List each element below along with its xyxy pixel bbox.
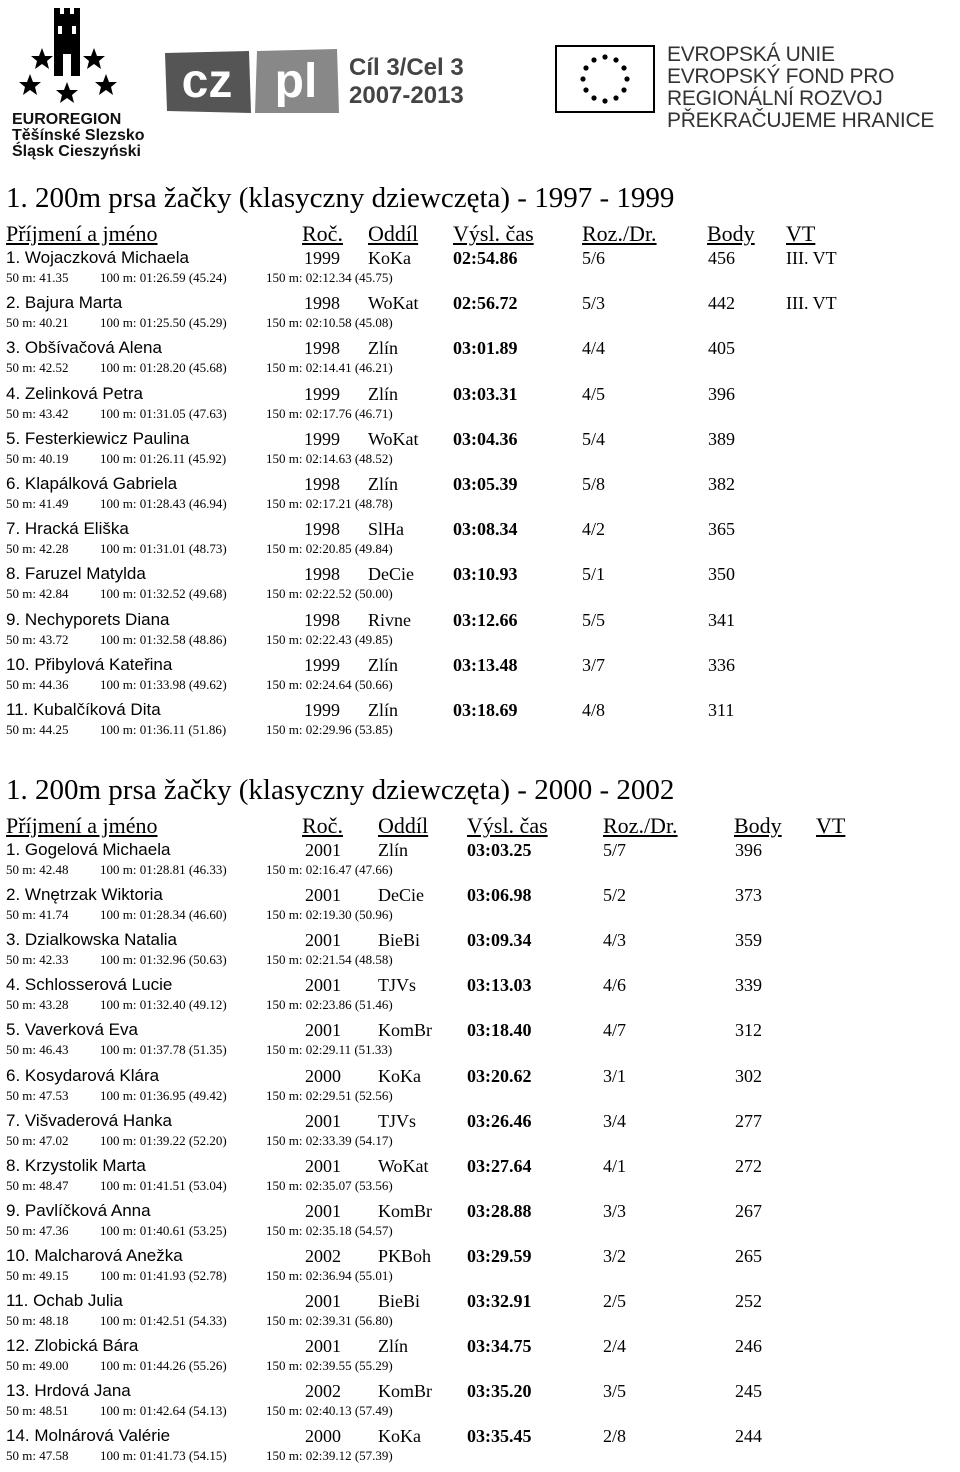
heat-lane: 5/5 [582,609,606,630]
result-row [0,700,960,746]
split-50m: 50 m: 42.28 [6,541,69,557]
club: WoKat [378,1155,429,1176]
result-row [0,429,960,475]
result-time: 03:26.46 [467,1110,532,1131]
euroregion-line-1: EUROREGION [12,111,122,128]
birth-year: 2001 [305,1155,341,1176]
club: KoKa [368,248,411,268]
result-row [0,1246,960,1292]
split-150m: 150 m: 02:40.13 (57.49) [266,1403,393,1419]
column-header-club: Oddíl [378,813,429,838]
section-title: 1. 200m prsa žačky (klasyczny dziewczęta) - 2000 - 2002 [6,774,675,806]
result-time: 03:01.89 [453,338,518,359]
swimmer-name: 9. Pavlíčková Anna [6,1200,151,1220]
birth-year: 2001 [305,1110,341,1131]
split-100m: 100 m: 01:32.40 (49.12) [100,997,227,1013]
swimmer-name: 5. Vaverková Eva [6,1020,138,1040]
heat-lane: 4/3 [603,930,627,951]
points: 389 [708,428,735,449]
swimmer-name: 3. Obšívačová Alena [6,338,162,358]
heat-lane: 2/4 [603,1336,627,1357]
eu-flag-icon [555,45,655,113]
result-time: 03:13.48 [453,654,518,675]
split-100m: 100 m: 01:41.73 (54.15) [100,1448,227,1464]
split-50m: 50 m: 48.18 [6,1313,69,1328]
swimmer-name: 1. Gogelová Michaela [6,840,171,859]
swimmer-name: 2. Wnętrzak Wiktoria [6,885,163,905]
split-100m: 100 m: 01:32.52 (49.68) [100,586,227,602]
split-150m: 150 m: 02:17.21 (48.78) [266,496,393,511]
heat-lane: 4/8 [582,700,606,720]
points: 442 [708,293,735,314]
result-row [0,293,960,339]
result-row [0,840,960,886]
split-100m: 100 m: 01:28.43 (46.94) [100,496,227,511]
heat-lane: 4/1 [603,1155,627,1176]
result-row [0,1020,960,1066]
club: KomBr [378,1200,432,1221]
column-header-name: Příjmení a jméno [6,221,158,246]
split-150m: 150 m: 02:39.55 (55.29) [266,1358,393,1374]
swimmer-name: 4. Schlosserová Lucie [6,975,173,995]
points: 302 [735,1065,762,1086]
result-time: 02:54.86 [453,248,518,268]
heat-lane: 5/7 [603,840,627,860]
heat-lane: 3/5 [603,1381,627,1402]
split-50m: 50 m: 41.49 [6,496,69,511]
column-header-year: Roč. [302,813,343,838]
split-50m: 50 m: 41.35 [6,270,69,285]
swimmer-name: 6. Kosydarová Klára [6,1065,160,1085]
birth-year: 2000 [305,1426,341,1447]
heat-lane: 4/6 [603,975,627,996]
split-150m: 150 m: 02:29.11 (51.33) [266,1042,393,1058]
result-row [0,564,960,610]
club: KoKa [378,1065,421,1086]
swimmer-name: 4. Zelinková Petra [6,383,144,403]
points: 267 [735,1200,762,1221]
euroregion-text [12,112,145,160]
heat-lane: 3/3 [603,1200,627,1221]
club: KomBr [378,1020,432,1041]
split-150m: 150 m: 02:29.51 (52.56) [266,1087,393,1103]
club: WoKat [368,293,419,314]
swimmer-name: 6. Klapálková Gabriela [6,474,178,493]
result-time: 03:04.36 [453,428,518,449]
result-time: 03:03.31 [453,383,518,404]
birth-year: 1998 [304,293,340,314]
points: 312 [735,1020,762,1041]
split-150m: 150 m: 02:14.41 (46.21) [266,360,393,376]
split-150m: 150 m: 02:33.39 (54.17) [266,1132,393,1148]
heat-lane: 4/7 [603,1020,627,1041]
pl-logo-text: pl [274,55,318,108]
birth-year: 2002 [305,1381,341,1402]
heat-lane: 5/8 [582,474,606,494]
eu-text [667,44,960,132]
result-time: 03:20.62 [467,1065,532,1086]
birth-year: 1999 [304,654,340,675]
split-100m: 100 m: 01:25.50 (45.29) [100,315,227,331]
split-50m: 50 m: 42.84 [6,586,69,602]
result-row [0,930,960,976]
split-50m: 50 m: 41.74 [6,907,69,923]
eu-line-2: EVROPSKÝ FOND PRO REGIONÁLNÍ ROZVOJ [667,65,895,110]
split-150m: 150 m: 02:17.76 (46.71) [266,405,393,421]
birth-year: 2001 [305,840,341,860]
birth-year: 2001 [305,1291,341,1311]
birth-year: 2002 [305,1245,341,1266]
birth-year: 1999 [304,383,340,404]
swimmer-name: 11. Ochab Julia [6,1291,123,1310]
birth-year: 2001 [305,1336,341,1357]
club: Zlín [368,700,398,720]
heat-lane: 3/1 [603,1065,627,1086]
result-row [0,1426,960,1472]
cz-logo-text: cz [181,55,233,108]
club: Zlín [368,654,398,675]
club: Zlín [368,383,398,404]
swimmer-name: 1. Wojaczková Michaela [6,248,189,267]
heat-lane: 5/1 [582,564,606,585]
result-row [0,1201,960,1247]
birth-year: 1999 [304,700,340,720]
birth-year: 2001 [305,885,341,906]
result-time: 03:34.75 [467,1336,532,1357]
result-row [0,1291,960,1337]
result-row [0,975,960,1021]
split-150m: 150 m: 02:23.86 (51.46) [266,997,393,1013]
club: Zlín [378,840,408,860]
result-time: 03:18.40 [467,1020,532,1041]
split-50m: 50 m: 48.51 [6,1403,69,1419]
split-150m: 150 m: 02:29.96 (53.85) [266,722,393,737]
points: 311 [708,700,735,720]
split-150m: 150 m: 02:19.30 (50.96) [266,907,393,923]
result-time: 03:12.66 [453,609,518,630]
swimmer-name: 8. Faruzel Matylda [6,564,146,584]
cil-cel-text: Cíl 3/Cel 3 [349,54,464,81]
swimmer-name: 10. Malcharová Anežka [6,1245,183,1265]
club: BieBi [378,930,421,951]
result-row [0,1066,960,1112]
split-100m: 100 m: 01:31.05 (47.63) [100,405,227,421]
result-time: 03:09.34 [467,930,532,951]
points: 244 [735,1426,762,1447]
swimmer-name: 13. Hrdová Jana [6,1381,131,1401]
split-50m: 50 m: 49.00 [6,1358,69,1374]
split-150m: 150 m: 02:24.64 (50.66) [266,676,393,692]
points: 272 [735,1155,762,1176]
result-row [0,1111,960,1157]
result-time: 03:35.45 [467,1426,532,1447]
split-150m: 150 m: 02:35.18 (54.57) [266,1222,393,1238]
result-time: 03:06.98 [467,885,532,906]
split-100m: 100 m: 01:41.51 (53.04) [100,1177,227,1193]
split-100m: 100 m: 01:36.11 (51.86) [100,722,227,737]
split-50m: 50 m: 42.48 [6,862,69,877]
result-row [0,474,960,520]
club: KoKa [378,1426,421,1447]
result-time: 03:28.88 [467,1200,532,1221]
points: 350 [708,564,735,585]
swimmer-name: 7. Višvaderová Hanka [6,1110,173,1130]
split-50m: 50 m: 47.53 [6,1087,69,1103]
points: 336 [708,654,735,675]
split-100m: 100 m: 01:32.58 (48.86) [100,631,227,647]
result-row [0,655,960,701]
cz-pl-programme-logo [165,45,490,115]
split-150m: 150 m: 02:10.58 (45.08) [266,315,393,331]
split-50m: 50 m: 42.52 [6,360,69,376]
result-row [0,1156,960,1202]
split-100m: 100 m: 01:36.95 (49.42) [100,1087,227,1103]
split-100m: 100 m: 01:41.93 (52.78) [100,1267,227,1283]
result-row [0,610,960,656]
result-row [0,1381,960,1427]
split-50m: 50 m: 40.21 [6,315,69,331]
club: TJVs [378,1110,417,1131]
result-time: 02:56.72 [453,293,518,314]
result-row [0,1336,960,1382]
split-150m: 150 m: 02:20.85 (49.84) [266,541,393,557]
points: 265 [735,1245,762,1266]
split-50m: 50 m: 43.42 [6,405,69,421]
column-header-heat: Roz./Dr. [582,221,657,246]
swimmer-name: 3. Dzialkowska Natalia [6,930,178,950]
split-100m: 100 m: 01:28.20 (45.68) [100,360,227,376]
split-100m: 100 m: 01:39.22 (52.20) [100,1132,227,1148]
heat-lane: 2/5 [603,1291,627,1311]
split-150m: 150 m: 02:21.54 (48.58) [266,952,393,968]
euroregion-line-3: Śląsk Cieszyński [12,143,141,160]
club: DeCie [378,885,424,906]
eu-line-3: PŘEKRAČUJEME HRANICE [667,109,935,132]
split-50m: 50 m: 40.19 [6,450,69,466]
club: Rivne [368,609,411,630]
split-100m: 100 m: 01:32.96 (50.63) [100,952,227,968]
birth-year: 2000 [305,1065,341,1086]
birth-year: 1999 [304,248,340,268]
split-100m: 100 m: 01:26.11 (45.92) [100,450,227,466]
split-50m: 50 m: 43.72 [6,631,69,647]
column-header-club: Oddíl [368,221,419,246]
swimmer-name: 11. Kubalčíková Dita [6,700,161,719]
points: 252 [735,1291,762,1311]
result-time: 03:08.34 [453,519,518,540]
birth-year: 1999 [304,428,340,449]
column-header-vt: VT [816,813,846,838]
split-150m: 150 m: 02:22.52 (50.00) [266,586,393,602]
result-time: 03:13.03 [467,975,532,996]
performance-class: III. VT [786,248,837,268]
club: BieBi [378,1291,421,1311]
result-time: 03:29.59 [467,1245,532,1266]
result-row [0,885,960,931]
split-100m: 100 m: 01:31.01 (48.73) [100,541,227,557]
split-100m: 100 m: 01:40.61 (53.25) [100,1222,227,1238]
club: Zlín [368,474,398,494]
result-time: 03:05.39 [453,474,518,494]
split-150m: 150 m: 02:16.47 (47.66) [266,862,393,877]
points: 456 [708,248,735,268]
heat-lane: 5/4 [582,428,606,449]
result-time: 03:32.91 [467,1291,532,1311]
swimmer-name: 2. Bajura Marta [6,293,123,313]
column-header-vt: VT [786,221,816,246]
result-row [0,248,960,294]
result-time: 03:35.20 [467,1381,532,1402]
club: DeCie [368,564,414,585]
split-150m: 150 m: 02:36.94 (55.01) [266,1267,393,1283]
result-time: 03:10.93 [453,564,518,585]
column-header-points: Body [707,221,755,246]
split-100m: 100 m: 01:37.78 (51.35) [100,1042,227,1058]
heat-lane: 4/5 [582,383,606,404]
split-50m: 50 m: 42.33 [6,952,69,968]
points: 277 [735,1110,762,1131]
result-time: 03:03.25 [467,840,532,860]
points: 339 [735,975,762,996]
birth-year: 1998 [304,609,340,630]
split-100m: 100 m: 01:42.64 (54.13) [100,1403,227,1419]
split-150m: 150 m: 02:39.31 (56.80) [266,1313,393,1328]
column-header-points: Body [734,813,782,838]
club: SlHa [368,519,404,540]
club: PKBoh [378,1245,432,1266]
points: 396 [735,840,762,860]
heat-lane: 5/2 [603,885,627,906]
result-row [0,384,960,430]
split-100m: 100 m: 01:33.98 (49.62) [100,676,227,692]
points: 365 [708,519,735,540]
heat-lane: 5/3 [582,293,606,314]
swimmer-name: 12. Zlobická Bára [6,1336,139,1356]
split-100m: 100 m: 01:26.59 (45.24) [100,270,227,285]
split-150m: 150 m: 02:14.63 (48.52) [266,450,393,466]
birth-year: 2001 [305,975,341,996]
club: WoKat [368,428,419,449]
birth-year: 1998 [304,564,340,585]
birth-year: 2001 [305,1200,341,1221]
split-50m: 50 m: 46.43 [6,1042,69,1058]
heat-lane: 4/4 [582,338,606,359]
birth-year: 1998 [304,338,340,359]
split-150m: 150 m: 02:39.12 (57.39) [266,1448,393,1464]
result-time: 03:27.64 [467,1155,532,1176]
club: KomBr [378,1381,432,1402]
points: 405 [708,338,735,359]
column-header-result: Výsl. čas [467,813,548,838]
section-title: 1. 200m prsa žačky (klasyczny dziewczęta) - 1997 - 1999 [6,182,675,214]
split-100m: 100 m: 01:28.81 (46.33) [100,862,227,877]
club: Zlín [378,1336,408,1357]
split-100m: 100 m: 01:44.26 (55.26) [100,1358,227,1374]
column-header-name: Příjmení a jméno [6,813,158,838]
euroregion-line-2: Těšínské Slezsko [12,127,145,144]
heat-lane: 4/2 [582,519,606,540]
programme-years-text: 2007-2013 [349,82,464,109]
heat-lane: 5/6 [582,248,606,268]
swimmer-name: 9. Nechyporets Diana [6,609,170,629]
heat-lane: 3/4 [603,1110,627,1131]
column-header-heat: Roz./Dr. [603,813,678,838]
points: 382 [708,474,735,494]
club: Zlín [368,338,398,359]
result-time: 03:18.69 [453,700,518,720]
split-100m: 100 m: 01:28.34 (46.60) [100,907,227,923]
split-100m: 100 m: 01:42.51 (54.33) [100,1313,227,1328]
swimmer-name: 5. Festerkiewicz Paulina [6,428,190,448]
split-50m: 50 m: 43.28 [6,997,69,1013]
birth-year: 2001 [305,930,341,951]
result-row [0,338,960,384]
split-50m: 50 m: 48.47 [6,1177,69,1193]
heat-lane: 3/7 [582,654,606,675]
performance-class: III. VT [786,293,837,314]
heat-lane: 3/2 [603,1245,627,1266]
birth-year: 1998 [304,474,340,494]
split-50m: 50 m: 47.58 [6,1448,69,1464]
split-50m: 50 m: 44.25 [6,722,69,737]
points: 396 [708,383,735,404]
split-50m: 50 m: 47.02 [6,1132,69,1148]
club: TJVs [378,975,417,996]
split-50m: 50 m: 49.15 [6,1267,69,1283]
swimmer-name: 8. Krzystolik Marta [6,1155,146,1175]
split-50m: 50 m: 44.36 [6,676,69,692]
split-150m: 150 m: 02:12.34 (45.75) [266,270,393,285]
points: 245 [735,1381,762,1402]
split-50m: 50 m: 47.36 [6,1222,69,1238]
column-header-year: Roč. [302,221,343,246]
swimmer-name: 10. Přibylová Kateřina [6,654,173,674]
swimmer-name: 7. Hracká Eliška [6,519,129,539]
split-150m: 150 m: 02:35.07 (53.56) [266,1177,393,1193]
page-header [0,0,960,170]
split-150m: 150 m: 02:22.43 (49.85) [266,631,393,647]
birth-year: 1998 [304,519,340,540]
points: 359 [735,930,762,951]
points: 341 [708,609,735,630]
heat-lane: 2/8 [603,1426,627,1447]
points: 246 [735,1336,762,1357]
column-header-result: Výsl. čas [453,221,534,246]
eu-line-1: EVROPSKÁ UNIE [667,43,835,66]
result-row [0,519,960,565]
points: 373 [735,885,762,906]
birth-year: 2001 [305,1020,341,1041]
swimmer-name: 14. Molnárová Valérie [6,1426,171,1446]
